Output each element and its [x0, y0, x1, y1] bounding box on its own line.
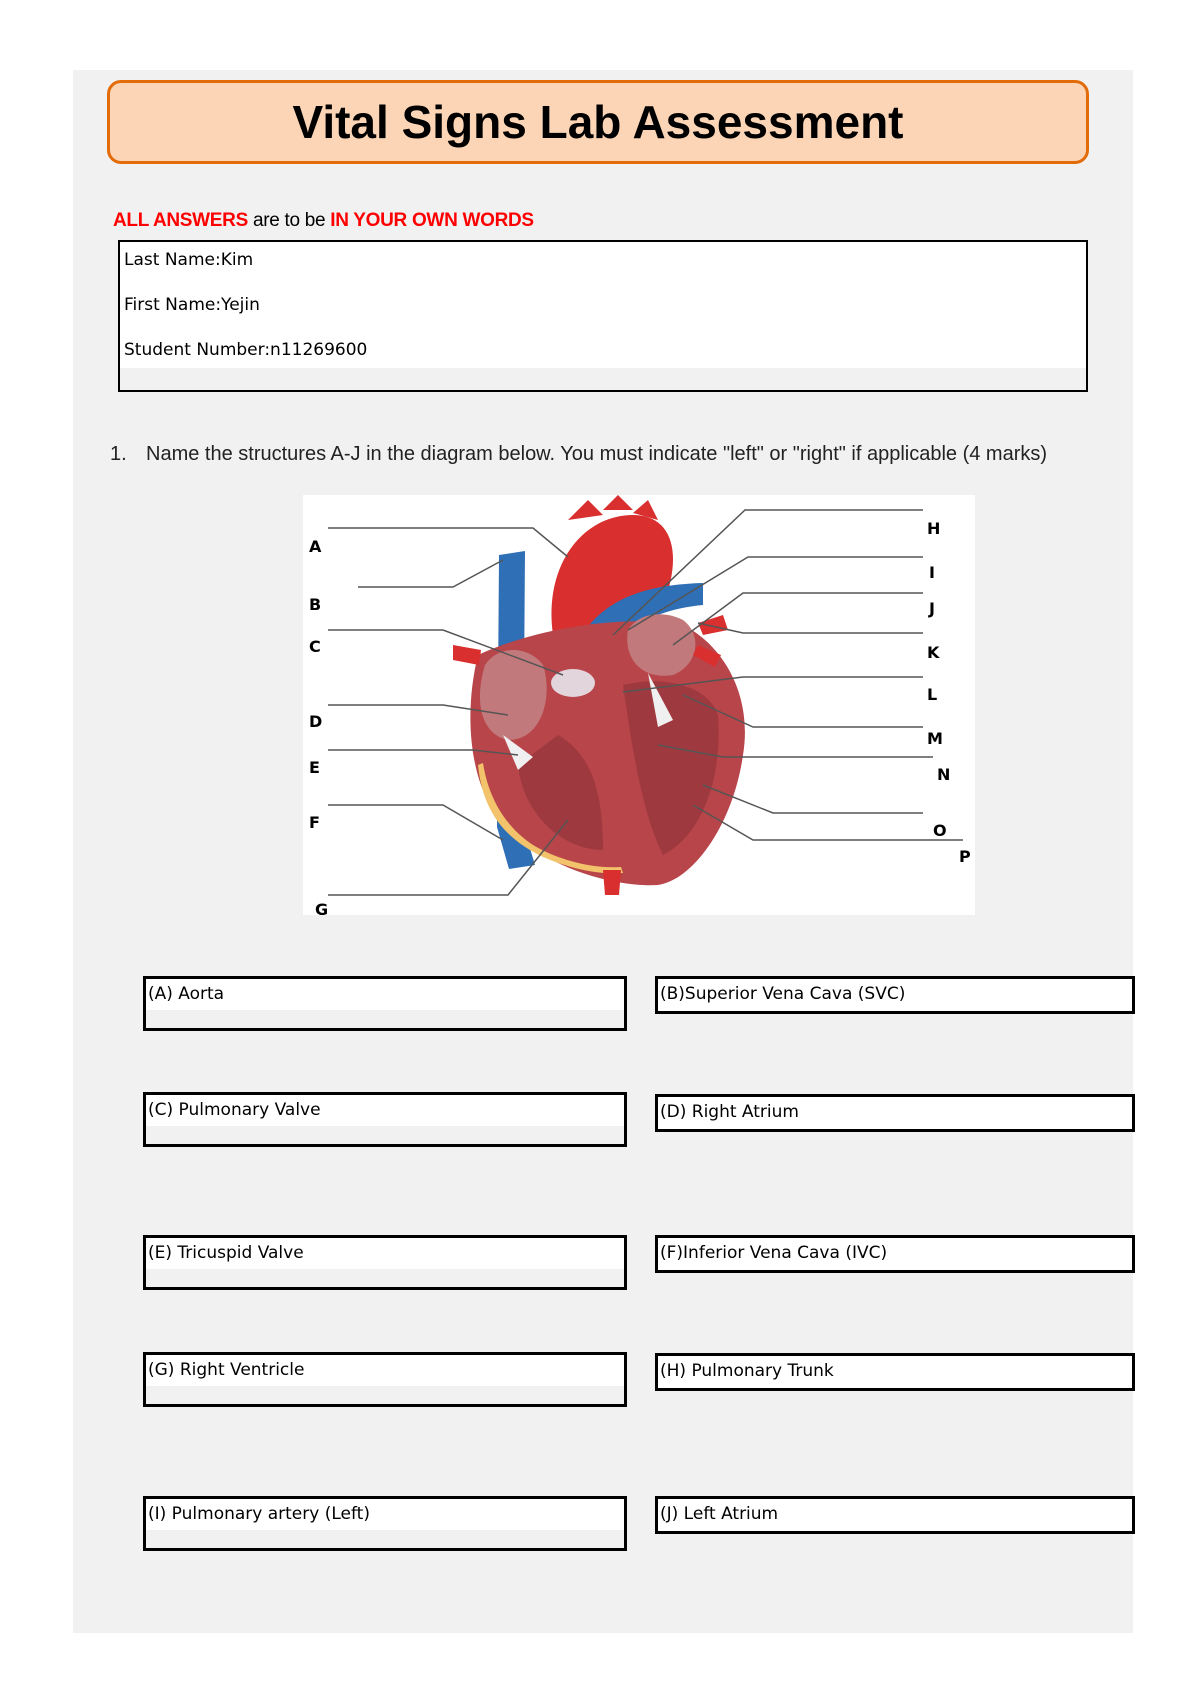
instruction-emphasis-2: IN YOUR OWN WORDS — [330, 210, 534, 231]
instruction-emphasis-1: ALL ANSWERS — [113, 210, 248, 231]
answer-e-box[interactable] — [143, 1235, 627, 1290]
answer-a[interactable]: (A) Aorta — [148, 984, 225, 1004]
answer-c-box[interactable] — [143, 1092, 627, 1147]
student-info-box[interactable] — [118, 240, 1088, 392]
diagram-label-i: I — [929, 563, 935, 582]
question-text: Name the structures A-J in the diagram below. You must indicate "left" or "right" if applicable (4 marks) — [146, 443, 1048, 465]
answer-g[interactable]: (G) Right Ventricle — [148, 1360, 305, 1380]
answer-h[interactable]: (H) Pulmonary Trunk — [660, 1361, 834, 1381]
page-title: Vital Signs Lab Assessment — [292, 96, 904, 148]
answer-d-box[interactable] — [655, 1094, 1135, 1132]
heart-illustration — [303, 495, 975, 915]
answer-b-box[interactable] — [655, 976, 1135, 1014]
last-name-field[interactable]: Last Name:Kim — [124, 250, 254, 270]
answer-b[interactable]: (B)Superior Vena Cava (SVC) — [660, 984, 906, 1004]
diagram-label-k: K — [927, 643, 940, 662]
instruction-line — [113, 210, 534, 232]
diagram-label-p: P — [959, 847, 971, 866]
instruction-middle: are to be — [247, 210, 331, 231]
answer-h-box[interactable] — [655, 1353, 1135, 1391]
diagram-label-o: O — [933, 821, 947, 840]
answer-g-box[interactable] — [143, 1352, 627, 1407]
diagram-label-b: B — [309, 595, 322, 614]
diagram-label-n: N — [937, 765, 951, 784]
answer-a-box[interactable] — [143, 976, 627, 1031]
diagram-label-m: M — [927, 729, 943, 748]
diagram-label-d: D — [309, 712, 323, 731]
diagram-label-f: F — [309, 813, 320, 832]
answer-j[interactable]: (J) Left Atrium — [660, 1504, 779, 1524]
diagram-label-g: G — [315, 900, 329, 919]
answer-e[interactable]: (E) Tricuspid Valve — [148, 1243, 304, 1263]
heart-diagram — [303, 495, 975, 919]
diagram-label-h: H — [927, 519, 941, 538]
diagram-label-l: L — [927, 685, 938, 704]
diagram-label-j: J — [929, 599, 935, 618]
first-name-field[interactable]: First Name:Yejin — [124, 295, 260, 315]
answer-f[interactable]: (F)Inferior Vena Cava (IVC) — [660, 1243, 888, 1263]
answer-i[interactable]: (I) Pulmonary artery (Left) — [148, 1504, 370, 1524]
answer-j-box[interactable] — [655, 1496, 1135, 1534]
answer-f-box[interactable] — [655, 1235, 1135, 1273]
diagram-label-e: E — [309, 758, 320, 777]
title-banner — [107, 80, 1089, 164]
answer-d[interactable]: (D) Right Atrium — [660, 1102, 799, 1122]
answer-c[interactable]: (C) Pulmonary Valve — [148, 1100, 321, 1120]
diagram-label-c: C — [309, 637, 321, 656]
question-number: 1. — [110, 443, 127, 465]
diagram-label-a: A — [309, 537, 322, 556]
box-shade — [120, 368, 1086, 390]
student-number-field[interactable]: Student Number:n11269600 — [124, 340, 368, 360]
answer-i-box[interactable] — [143, 1496, 627, 1551]
